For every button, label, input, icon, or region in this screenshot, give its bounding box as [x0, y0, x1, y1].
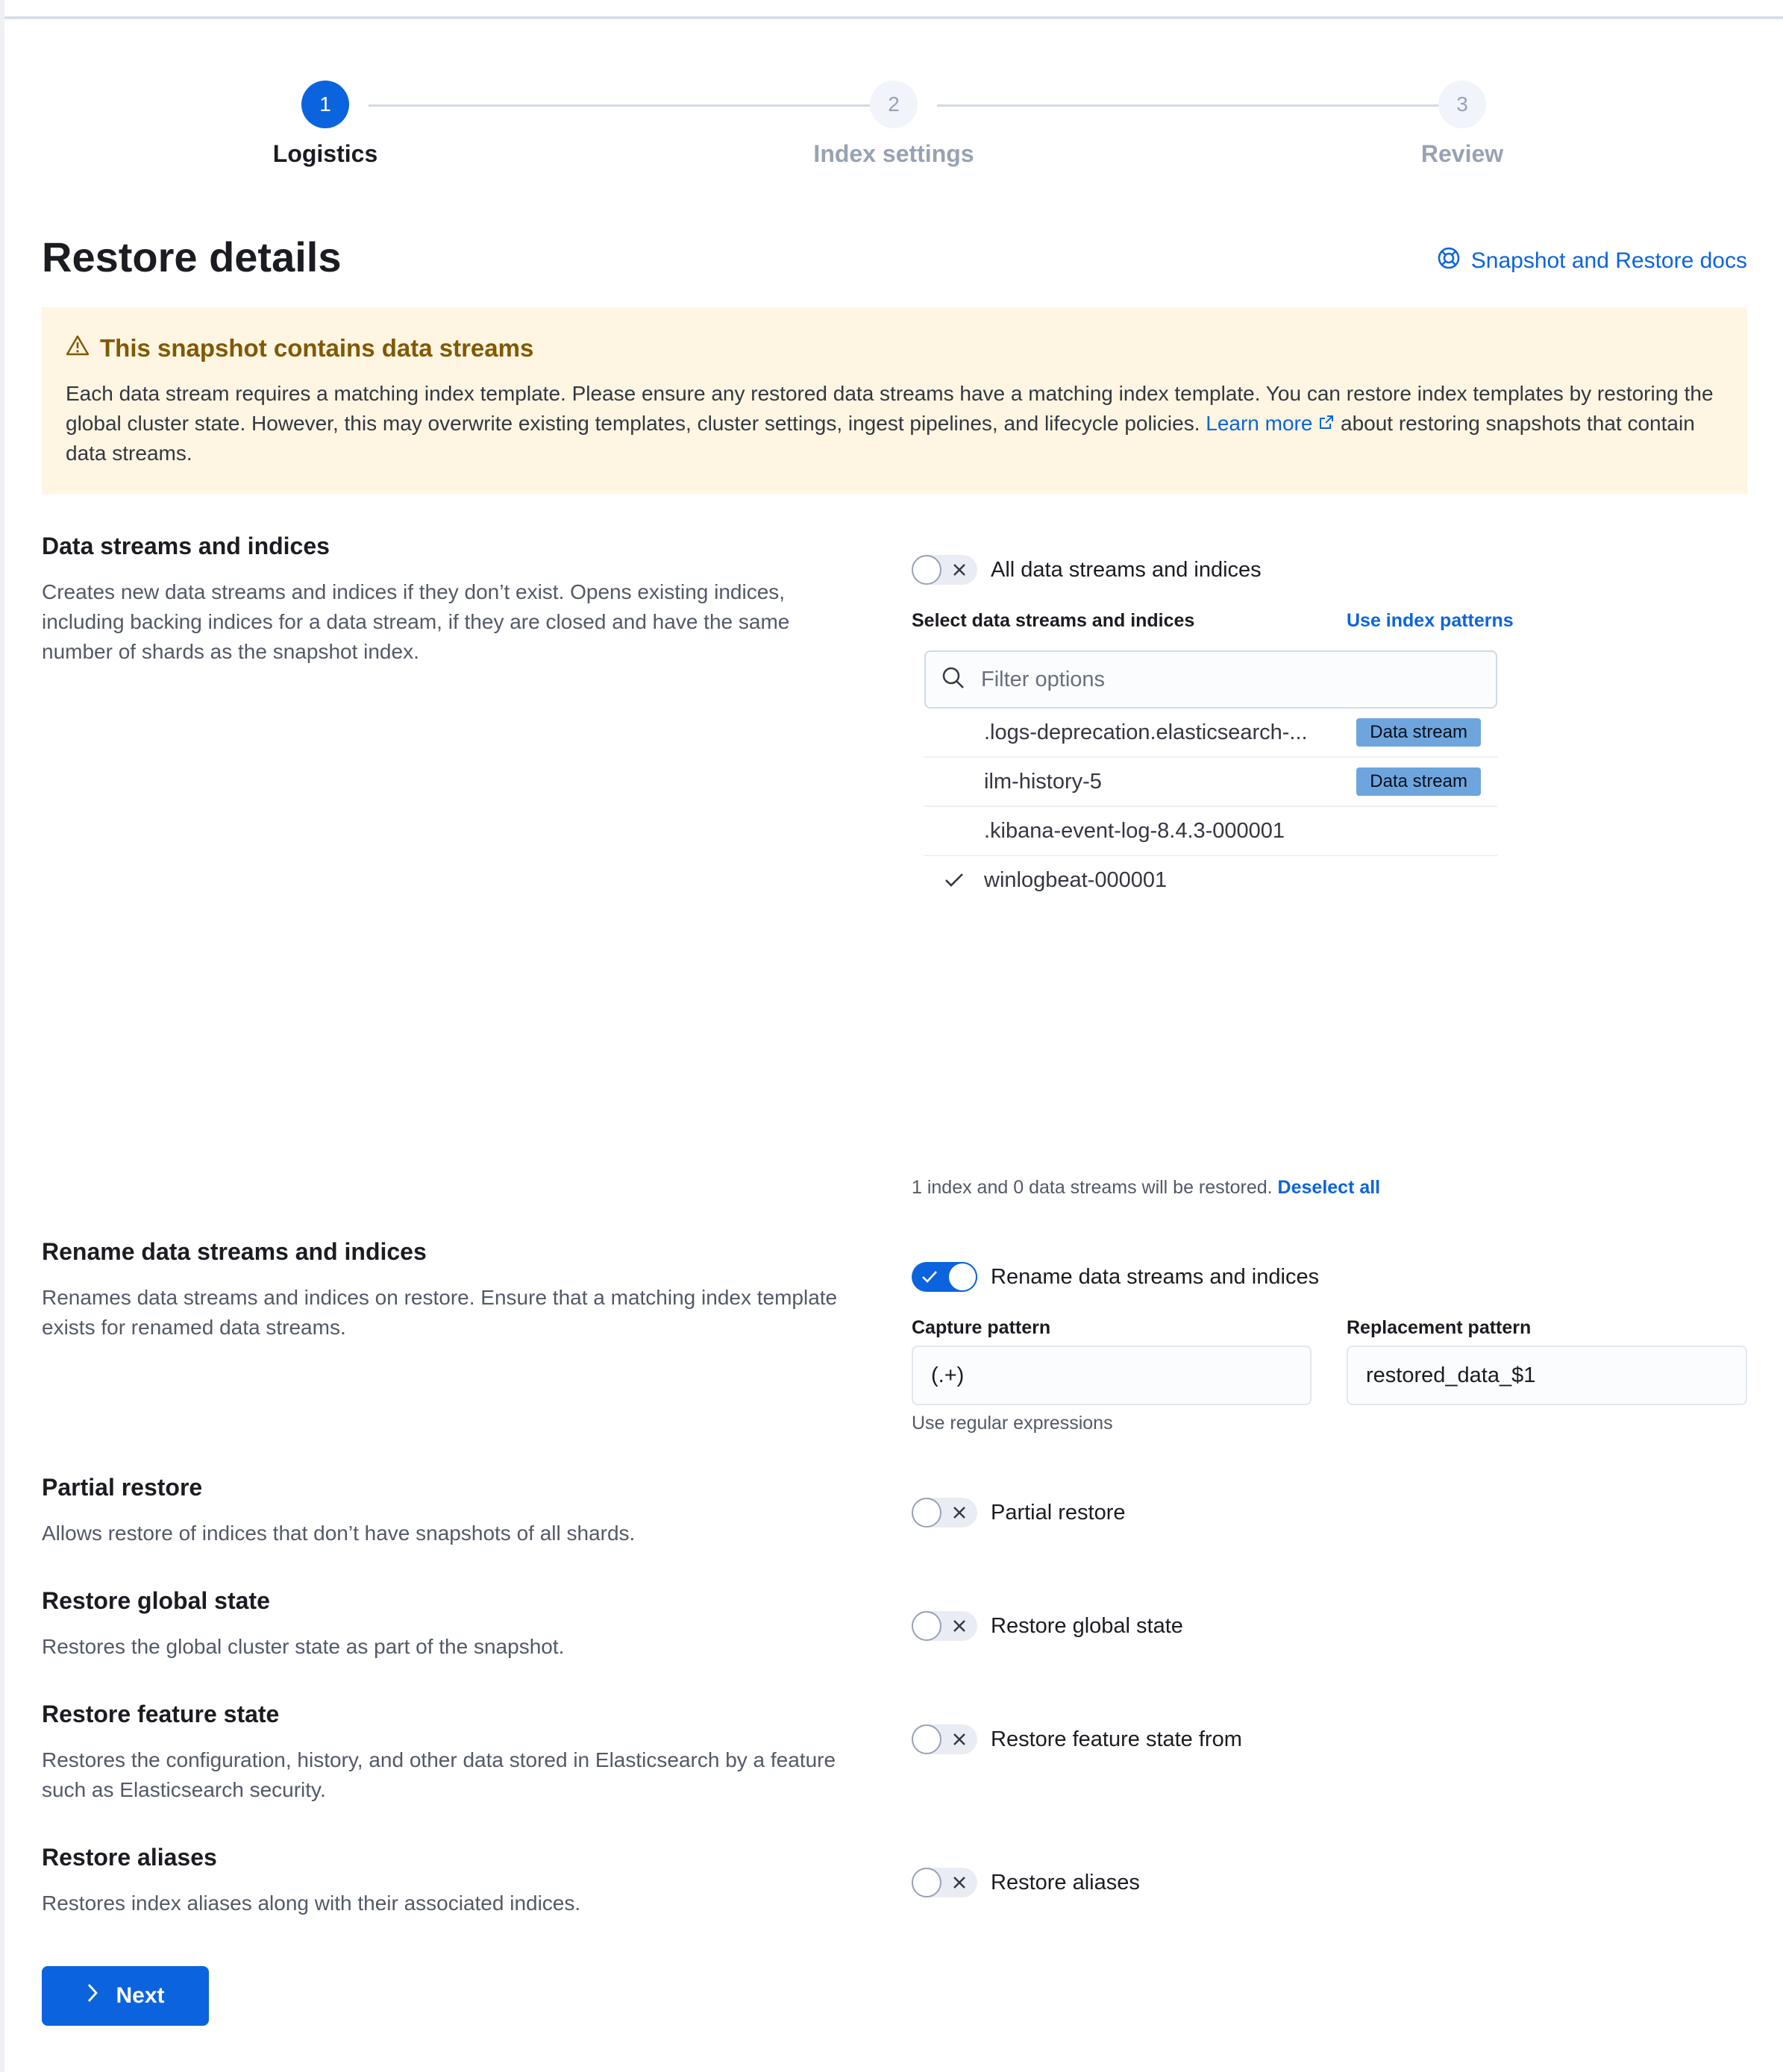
step-number: 1 — [301, 81, 349, 128]
global-state-title: Restore global state — [42, 1587, 270, 1614]
filter-box[interactable] — [924, 650, 1497, 709]
switch-track[interactable] — [912, 555, 977, 585]
data-streams-description: Creates new data streams and indices if they don’t exist. Opens existing indices, including backing indices for a data stream, if they are closed and have the same number of shards as the snapshot index. — [42, 580, 790, 663]
all-data-streams-switch[interactable] — [912, 555, 1262, 585]
warning-icon — [66, 334, 90, 362]
step-number: 3 — [1438, 81, 1486, 128]
switch-knob — [912, 1724, 941, 1754]
next-button-label: Next — [116, 1983, 165, 2008]
learn-more-link[interactable] — [1206, 412, 1335, 435]
switch-label: Restore global state — [991, 1613, 1183, 1638]
switch-knob — [912, 1868, 941, 1897]
cross-icon — [944, 1611, 974, 1641]
replacement-pattern-label: Replacement pattern — [1347, 1317, 1532, 1338]
switch-knob — [912, 1611, 941, 1641]
switch-label: Restore feature state from — [991, 1727, 1242, 1751]
feature-state-switch[interactable] — [912, 1724, 1242, 1754]
page-title: Restore details — [42, 233, 342, 280]
use-index-patterns-link[interactable]: Use index patterns — [1347, 610, 1514, 631]
cross-icon — [944, 1498, 974, 1528]
option-label: winlogbeat-000001 — [984, 867, 1168, 892]
partial-restore-switch[interactable] — [912, 1498, 1126, 1528]
cross-icon — [944, 1868, 974, 1897]
step-title: Logistics — [272, 140, 378, 167]
data-stream-badge: Data stream — [1356, 718, 1481, 747]
data-streams-selectable — [924, 650, 1497, 904]
chevron-right-icon — [86, 1982, 99, 2009]
partial-restore-description: Allows restore of indices that don’t have snapshots of all shards. — [42, 1522, 636, 1545]
learn-more-label: Learn more — [1206, 412, 1313, 435]
left-border — [0, 0, 4, 2072]
external-link-icon — [1318, 412, 1335, 435]
deselect-all-link[interactable]: Deselect all — [1277, 1177, 1381, 1198]
search-icon — [941, 665, 966, 694]
docs-link[interactable] — [1437, 246, 1747, 276]
option-label: ilm-history-5 — [984, 769, 1102, 794]
aliases-title: Restore aliases — [42, 1844, 217, 1871]
stepper — [42, 81, 1747, 178]
switch-knob — [912, 1498, 941, 1528]
options-list — [924, 709, 1497, 904]
switch-track[interactable] — [912, 1868, 977, 1897]
filter-input[interactable] — [980, 667, 1430, 693]
feature-state-title: Restore feature state — [42, 1701, 280, 1727]
global-state-switch[interactable] — [912, 1611, 1183, 1641]
switch-knob — [912, 555, 941, 585]
help-lifebuoy-icon — [1437, 246, 1461, 276]
capture-pattern-label: Capture pattern — [912, 1317, 1051, 1338]
cross-icon — [944, 555, 974, 585]
step-number: 2 — [870, 81, 918, 128]
top-border — [0, 0, 1783, 19]
step-logistics[interactable] — [154, 81, 497, 168]
switch-track[interactable] — [912, 1498, 977, 1528]
switch-knob — [947, 1262, 977, 1292]
option-label: .kibana-event-log-8.4.3-000001 — [984, 818, 1285, 843]
step-title: Review — [1420, 140, 1504, 167]
step-index-settings[interactable] — [722, 81, 1065, 168]
list-item[interactable] — [924, 807, 1497, 856]
list-item[interactable] — [924, 856, 1497, 904]
docs-link-label: Snapshot and Restore docs — [1470, 248, 1747, 273]
aliases-switch[interactable] — [912, 1868, 1140, 1897]
switch-label: Partial restore — [991, 1500, 1126, 1525]
switch-track[interactable] — [912, 1611, 977, 1641]
aliases-description: Restores index aliases along with their associated indices. — [42, 1892, 581, 1915]
data-streams-title: Data streams and indices — [42, 533, 330, 559]
option-label: .logs-deprecation.elasticsearch-... — [984, 720, 1308, 744]
callout-text-after: about restoring snapshots that contain data streams. — [66, 412, 1695, 465]
list-item[interactable] — [924, 758, 1497, 807]
feature-state-description: Restores the configuration, history, and other data stored in Elasticsearch by a feature such as Elasticsearch security. — [42, 1748, 836, 1801]
cross-icon — [944, 1724, 974, 1754]
partial-restore-title: Partial restore — [42, 1474, 203, 1501]
check-icon — [924, 872, 984, 888]
switch-label: All data streams and indices — [991, 557, 1262, 582]
rename-switch[interactable] — [912, 1262, 1319, 1292]
global-state-description: Restores the global cluster state as part of the snapshot. — [42, 1635, 565, 1658]
restore-count — [912, 1177, 1380, 1199]
capture-pattern-help: Use regular expressions — [912, 1413, 1113, 1434]
step-title: Index settings — [813, 140, 974, 167]
callout-title-row — [66, 334, 1723, 362]
data-streams-warning-callout — [42, 307, 1747, 494]
select-data-streams-label: Select data streams and indices — [912, 610, 1195, 631]
rename-title: Rename data streams and indices — [42, 1238, 427, 1265]
callout-text — [66, 379, 1723, 468]
switch-label: Restore aliases — [991, 1870, 1140, 1894]
replacement-pattern-input[interactable] — [1347, 1346, 1747, 1405]
restore-count-text: 1 index and 0 data streams will be restored. — [912, 1177, 1273, 1198]
check-icon — [915, 1262, 944, 1292]
step-review[interactable] — [1291, 81, 1634, 168]
callout-title: This snapshot contains data streams — [100, 334, 534, 362]
next-button[interactable] — [42, 1966, 209, 2026]
rename-description: Renames data streams and indices on restore. Ensure that a matching index template exists for renamed data streams. — [42, 1286, 838, 1339]
switch-track[interactable] — [912, 1724, 977, 1754]
callout-text-before: Each data stream requires a matching index template. Please ensure any restored data streams have a matching index template. You can restore index templates by restoring the global cluster state. However, this may overwrite existing templates, cluster settings, ingest pipelines, and lifecycle policies. — [66, 382, 1714, 435]
switch-label: Rename data streams and indices — [991, 1264, 1320, 1289]
data-stream-badge: Data stream — [1356, 767, 1481, 796]
list-item[interactable] — [924, 709, 1497, 758]
switch-track[interactable] — [912, 1262, 977, 1292]
capture-pattern-input[interactable] — [912, 1346, 1312, 1405]
